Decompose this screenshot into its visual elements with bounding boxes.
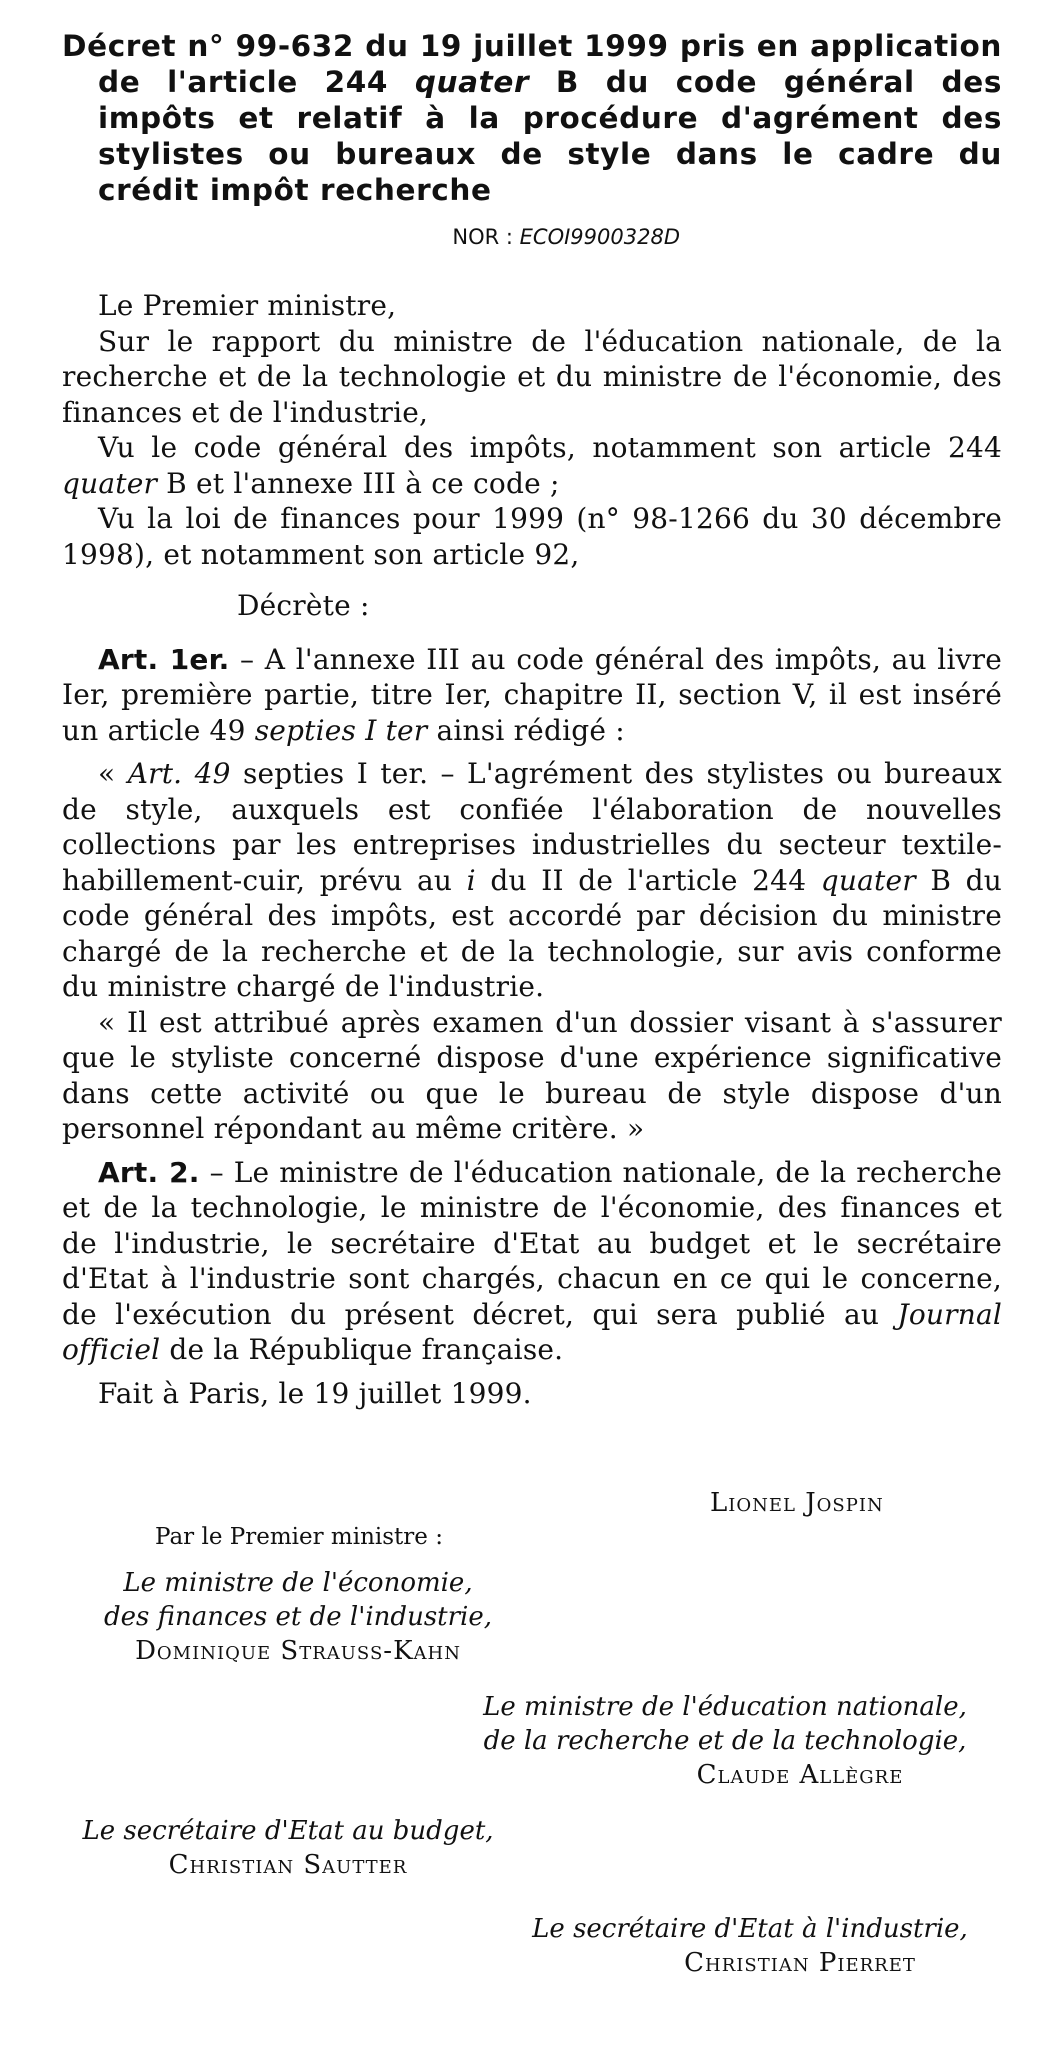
edu-title-1: Le ministre de l'éducation nationale,	[483, 1692, 967, 1722]
quote-1-it2: i	[466, 863, 476, 897]
ind-name: Christian Pierret	[684, 1948, 916, 1978]
article-2-italic: Journal officiel	[62, 1297, 1002, 1366]
preamble-p2: Sur le rapport du ministre de l'éducation nationale, de la recherche et de la technologie et du ministre de l'économie, des finances et de l'industrie,	[62, 324, 1002, 429]
title-text-2: B du code général des impôts et relatif à la procédure d'agrément des stylistes ou bureaux de style dans le cadre du crédit impôt recherche	[98, 65, 1002, 207]
preamble-p3-a: Vu le code général des impôts, notamment son article 244	[98, 431, 1002, 464]
title-italic: quater	[414, 65, 530, 99]
signature-block-budget	[68, 1814, 508, 1882]
nor-code: ECOI9900328D	[519, 225, 680, 249]
edu-title-2: de la recherche et de la technologie,	[483, 1726, 967, 1756]
quote-1-it3: quater	[820, 863, 916, 897]
par-le-premier-ministre: Par le Premier ministre :	[155, 1524, 443, 1550]
article-2	[62, 1155, 1002, 1368]
preamble-p4: Vu la loi de finances pour 1999 (n° 98-1266 du 30 décembre 1998), et notamment son article 92,	[62, 502, 1002, 571]
article-2-text-b: de la République française.	[160, 1333, 564, 1366]
fait-a-paris: Fait à Paris, le 19 juillet 1999.	[98, 1376, 532, 1410]
decree-title	[62, 28, 1002, 208]
article-1	[62, 642, 1002, 749]
budget-title: Le secrétaire d'Etat au budget,	[82, 1816, 494, 1846]
decrete-heading: Décrète :	[237, 589, 370, 622]
article-1-text-b: ainsi rédigé :	[427, 713, 625, 747]
article-1-quote-2: « Il est attribué après examen d'un dossier visant à s'assurer que le styliste concerné dispose d'une expérience significative dans cette activité ou que le bureau de style dispose d'un personnel répondant au même critère. »	[62, 1005, 1002, 1145]
article-1-quote-1	[62, 756, 1002, 1005]
decree-body	[62, 288, 1002, 1411]
signature-premier-ministre: Lionel Jospin	[710, 1488, 884, 1518]
preamble-p3-b: B et l'annexe III à ce code ;	[157, 466, 560, 500]
preamble-p3-it: quater	[62, 466, 158, 500]
edu-name: Claude Allègre	[696, 1760, 904, 1790]
signature-block-industrie	[490, 1912, 1010, 1980]
eco-title-1: Le ministre de l'économie,	[123, 1568, 473, 1598]
nor-label: NOR :	[452, 225, 513, 249]
preamble-p3	[62, 430, 1002, 501]
eco-title-2: des finances et de l'industrie,	[103, 1602, 493, 1632]
ind-title: Le secrétaire d'Etat à l'industrie,	[532, 1914, 968, 1944]
signature-block-economie	[68, 1566, 528, 1668]
signature-block-education	[445, 1690, 1005, 1792]
nor-reference	[0, 225, 680, 249]
quote-1-it1: Art. 49	[127, 757, 231, 790]
eco-name: Dominique Strauss-Kahn	[135, 1636, 461, 1666]
article-1-italic: septies I ter	[254, 713, 428, 747]
article-1-label: Art. 1er.	[98, 642, 230, 676]
quote-1-a: «	[98, 757, 128, 790]
article-1-text-a: – A l'annexe III au code général des impôts, au livre Ier, première partie, titre Ier, chapitre II, section V, il est inséré un article 49	[62, 642, 1002, 747]
quote-1-c: du II de l'article 244	[475, 863, 821, 897]
quote-1-d: B du code général des impôts, est accordé par décision du ministre chargé de la recherche et de la technologie, sur avis conforme du ministre chargé de l'industrie.	[62, 863, 1002, 1003]
preamble-p1: Le Premier ministre,	[98, 289, 397, 322]
title-text-1: Décret n° 99-632 du 19 juillet 1999 pris en application de l'article 244	[62, 29, 1002, 99]
quote-1-b: septies I ter. – L'agrément des stylistes ou bureaux de style, auxquels est confiée l'élaboration de nouvelles collections par les entreprises industrielles du secteur textile-habillement-cuir, prévu au	[62, 757, 1003, 897]
budget-name: Christian Sautter	[168, 1850, 408, 1880]
article-2-label: Art. 2.	[98, 1155, 200, 1189]
article-2-text-a: – Le ministre de l'éducation nationale, de la recherche et de la technologie, le ministre de l'économie, des finances et de l'industrie, le secrétaire d'Etat au budget et le secrétaire d'Etat à l'industrie sont chargés, chacun en ce qui le concerne, de l'exécution du présent décret, qui sera publié au	[62, 1155, 1002, 1331]
